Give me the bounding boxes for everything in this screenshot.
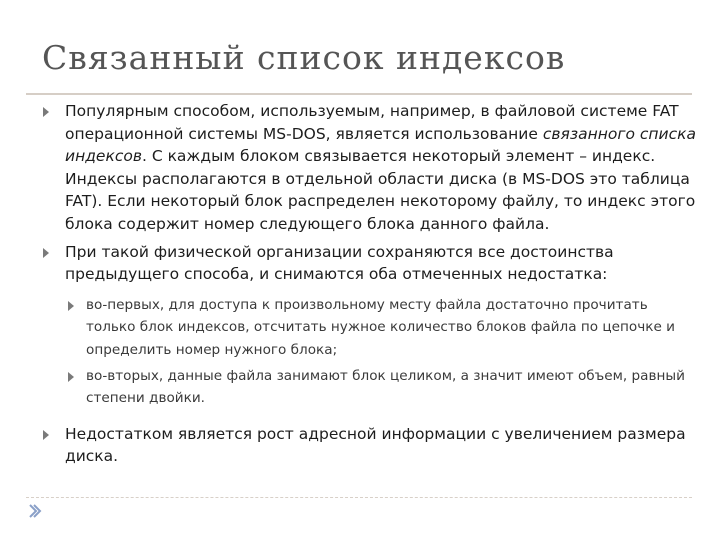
bullet-3-text: Недостатком является рост адресной информации с увеличением размера диска. bbox=[65, 424, 686, 466]
slide-content bbox=[40, 100, 700, 468]
bullet-arrow-icon bbox=[43, 430, 49, 440]
footer-divider bbox=[26, 497, 692, 499]
title-divider bbox=[26, 93, 692, 95]
subbullet-arrow-icon bbox=[68, 372, 74, 382]
bullet-drawback bbox=[40, 423, 700, 468]
bullet-arrow-icon bbox=[43, 248, 49, 258]
subbullet-arrow-icon bbox=[68, 301, 74, 311]
slide-title: Связанный список индексов bbox=[42, 38, 566, 77]
subbullet-second bbox=[66, 365, 700, 410]
bullet-fat-index-list bbox=[40, 100, 700, 236]
bullet-1-emphasis: связанного списка индексов bbox=[65, 124, 696, 166]
bullet-advantages bbox=[40, 241, 700, 286]
bullet-1-text-a: Популярным способом, используемым, например, в файловой системе FAT операционной системы MS-DOS, является использование bbox=[65, 102, 679, 143]
bullet-arrow-icon bbox=[43, 107, 49, 117]
subbullet-first bbox=[66, 294, 700, 361]
subbullet-1-text: во-первых, для доступа к произвольному месту файла достаточно прочитать только блок индексов, отсчитать нужное количество блоков файла по цепочке и определить номер нужного блока; bbox=[86, 296, 675, 358]
bullet-1-text-b: . С каждым блоком связывается некоторый элемент – индекс. Индексы располагаются в отдельной области диска (в MS-DOS это таблица FAT). Если некоторый блок распределен некоторому файлу, то индекс этого блока содержит номер следующего блока данного файла. bbox=[65, 147, 696, 233]
corner-arrows-icon bbox=[28, 503, 42, 521]
bullet-2-text: При такой физической организации сохраняются все достоинства предыдущего способа, и снимаются оба отмеченных недостатка: bbox=[65, 242, 614, 284]
subbullet-2-text: во-вторых, данные файла занимают блок целиком, а значит имеют объем, равный степени двойки. bbox=[86, 367, 685, 407]
